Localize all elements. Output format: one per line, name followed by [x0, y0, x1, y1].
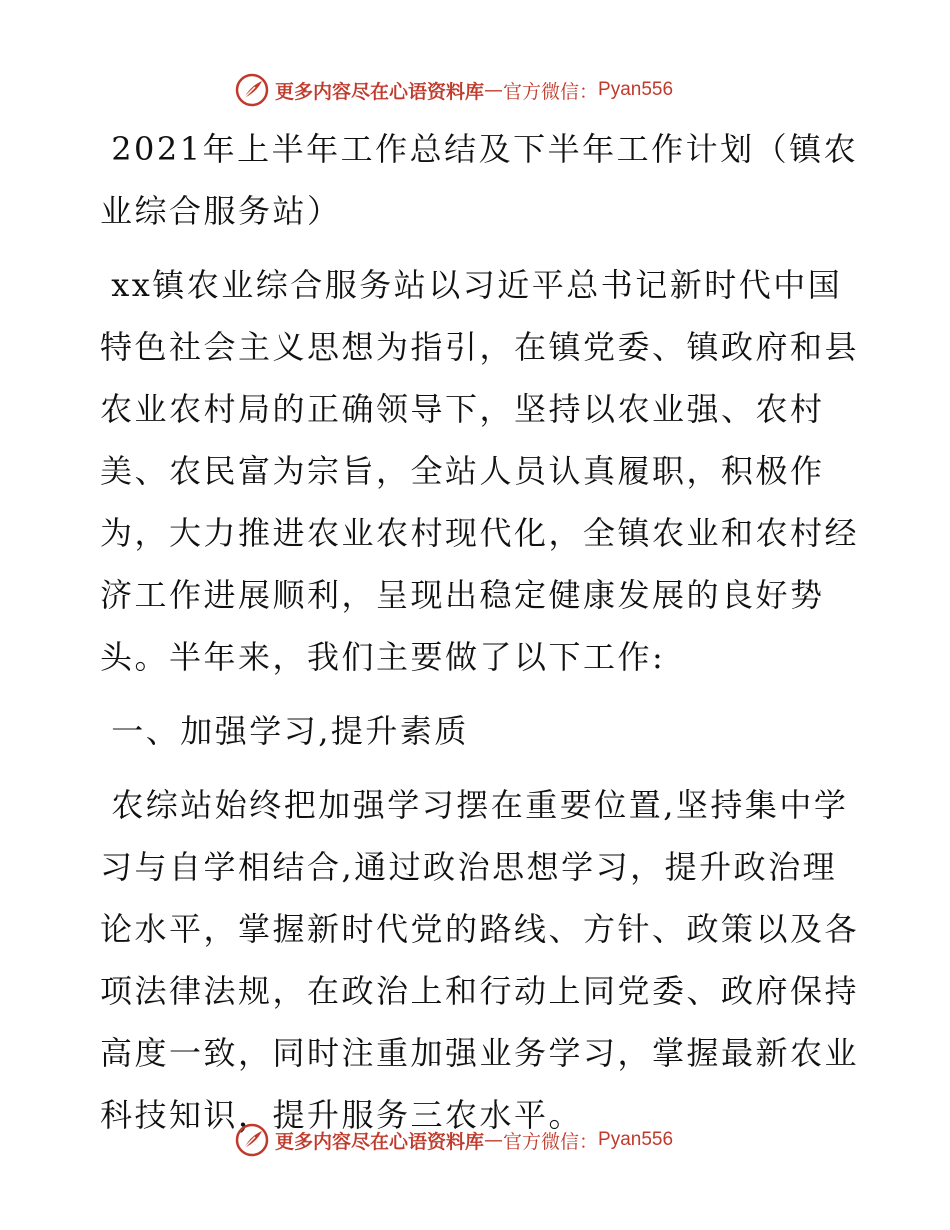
- footer-watermark: [235, 1120, 673, 1160]
- watermark-brand: 更多内容尽在心语资料库: [275, 1130, 485, 1153]
- watermark-handle: Pyan556: [598, 1129, 674, 1150]
- watermark-separator: —: [484, 1129, 504, 1151]
- watermark-handle: Pyan556: [598, 79, 674, 100]
- watermark-wechat-label: 官方微信：: [503, 1130, 599, 1153]
- intro-paragraph: xx镇农业综合服务站以习近平总书记新时代中国特色社会主义思想为指引，在镇党委、镇政府和县农业农村局的正确领导下，坚持以农业强、农村美、农民富为宗旨，全站人员认真履职，积极作为，大力推进农业农村现代化，全镇农业和农村经济工作进展顺利，呈现出稳定健康发展的良好势头。半年来，我们主要做了以下工作:: [100, 266, 860, 676]
- document-title: 2021年上半年工作总结及下半年工作计划（镇农业综合服务站）: [100, 130, 859, 230]
- watermark-separator: —: [484, 79, 504, 101]
- feather-pen-logo-icon: [235, 1123, 269, 1157]
- header-watermark: [235, 70, 673, 110]
- section-heading: 一、加强学习,提升素质: [111, 712, 469, 750]
- feather-pen-logo-icon: [235, 73, 269, 107]
- document-body: [100, 118, 860, 1158]
- section-paragraph: 农综站始终把加强学习摆在重要位置,坚持集中学习与自学相结合,通过政治思想学习，提升政治理论水平，掌握新时代党的路线、方针、政策以及各项法律法规，在政治上和行动上同党委、政府保持高度一致，同时注重加强业务学习，掌握最新农业科技知识，提升服务三农水平。: [100, 786, 860, 1134]
- watermark-wechat-label: 官方微信：: [503, 80, 599, 103]
- watermark-brand: 更多内容尽在心语资料库: [275, 80, 485, 103]
